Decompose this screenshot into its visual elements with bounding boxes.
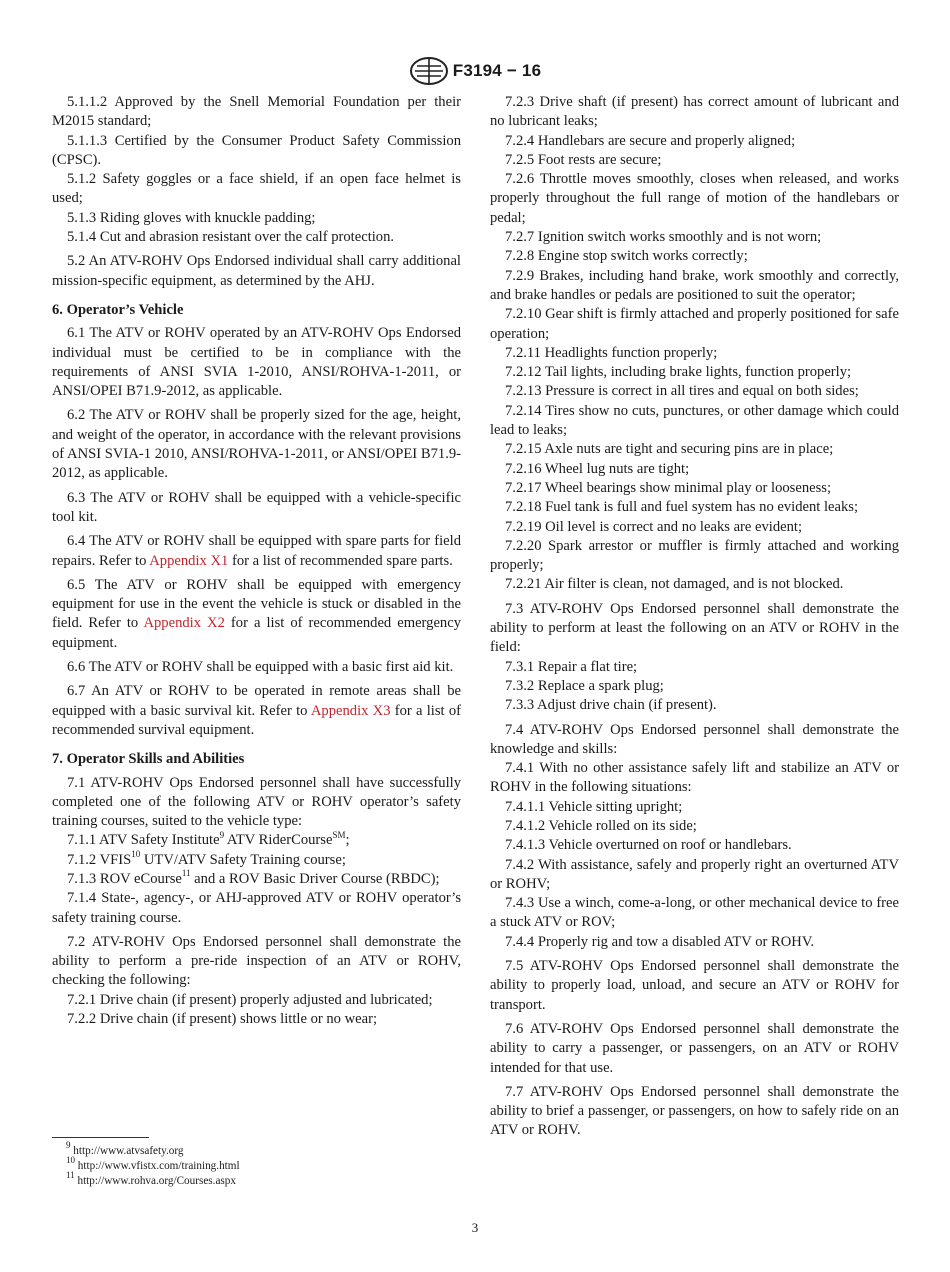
clause-7-1-4: 7.1.4 State-, agency-, or AHJ-approved ATV or ROHV operator’s safety training course. xyxy=(52,890,461,926)
clause-7-5: 7.5 ATV-ROHV Ops Endorsed personnel shall demonstrate the ability to properly load, unload, and secure an ATV or ROHV for transport. xyxy=(490,958,899,1013)
clause-7-4-3: 7.4.3 Use a winch, come-a-long, or other mechanical device to free a stuck ATV or ROV; xyxy=(490,895,899,931)
clause-7-2-21: 7.2.21 Air filter is clean, not damaged, and is not blocked. xyxy=(505,576,844,593)
designation: F3194 − 16 xyxy=(452,61,542,80)
page-number: 3 xyxy=(471,1220,479,1235)
clause-6-7: 6.7 An ATV or ROHV to be operated in remote areas shall be equipped with a basic survival kit. Refer to Appendix X3 for a list of recommended survival equipment. xyxy=(52,683,461,738)
clause-7-2-20: 7.2.20 Spark arrestor or muffler is firmly attached and working properly; xyxy=(490,537,899,574)
clause-7-2-17: 7.2.17 Wheel bearings show minimal play or looseness; xyxy=(505,479,832,496)
clause-7-2-16: 7.2.16 Wheel lug nuts are tight; xyxy=(505,460,690,477)
clause-6-3: 6.3 The ATV or ROHV shall be equipped with a vehicle-specific tool kit. xyxy=(52,489,461,525)
clause-7-1: 7.1 ATV-ROHV Ops Endorsed personnel shall have successfully completed one of the following ATV or ROHV operator’s safety training courses, suited to the vehicle type: xyxy=(52,774,461,830)
clause-7-3-2: 7.3.2 Replace a spark plug; xyxy=(505,677,664,694)
clause-6-4: 6.4 The ATV or ROHV shall be equipped with spare parts for field repairs. Refer to Appendix X1 for a list of recommended spare parts. xyxy=(52,533,461,569)
footnote-rule xyxy=(52,1137,149,1138)
clause-7-2-13: 7.2.13 Pressure is correct in all tires and equal on both sides; xyxy=(505,383,859,400)
clause-5-1-4: 5.1.4 Cut and abrasion resistant over the calf protection. xyxy=(67,229,395,246)
clause-7-2: 7.2 ATV-ROHV Ops Endorsed personnel shall demonstrate the ability to perform a pre-ride inspection of an ATV or ROHV, checking the following: xyxy=(52,933,461,989)
clause-7-6: 7.6 ATV-ROHV Ops Endorsed personnel shall demonstrate the ability to carry a passenger, or passengers, on an ATV or ROHV intended for that use. xyxy=(490,1020,899,1076)
clause-7-2-2: 7.2.2 Drive chain (if present) shows little or no wear; xyxy=(67,1011,378,1028)
page-header xyxy=(0,56,950,86)
astm-logo-icon xyxy=(409,56,449,86)
footnotes xyxy=(52,1137,461,1189)
clause-5-1-1-2: 5.1.1.2 Approved by the Snell Memorial Foundation per their M2015 standard; xyxy=(52,94,461,130)
clause-7-2-14: 7.2.14 Tires show no cuts, punctures, or other damage which could lead to leaks; xyxy=(490,402,899,439)
clause-7-2-12: 7.2.12 Tail lights, including brake lights, function properly; xyxy=(505,364,852,381)
left-column xyxy=(52,93,461,1029)
clause-7-4-1-3: 7.4.1.3 Vehicle overturned on roof or handlebars. xyxy=(505,837,792,854)
clause-7-2-1: 7.2.1 Drive chain (if present) properly adjusted and lubricated; xyxy=(67,991,433,1008)
clause-6-6: 6.6 The ATV or ROHV shall be equipped with a basic first aid kit. xyxy=(67,659,454,676)
clause-7-1-1: 7.1.1 ATV Safety Institute$^9$ ATV RiderCourse℠; xyxy=(67,829,350,849)
right-column xyxy=(490,93,899,1141)
clause-7-3-3: 7.3.3 Adjust drive chain (if present). xyxy=(505,697,717,714)
clause-5-1-1-3: 5.1.1.3 Certified by the Consumer Product Safety Commission (CPSC). xyxy=(52,132,461,168)
footnote-10: $^{10}$ http://www.vfistx.com/training.html xyxy=(66,1155,240,1172)
appendix-link[interactable]: Appendix X3 xyxy=(310,702,391,719)
clause-7-3-1: 7.3.1 Repair a flat tire; xyxy=(505,658,638,675)
clause-7-4-1: 7.4.1 With no other assistance safely lift and stabilize an ATV or ROHV in the following situations: xyxy=(490,760,899,796)
clause-7-2-4: 7.2.4 Handlebars are secure and properly aligned; xyxy=(505,132,796,149)
clause-7-4-1-2: 7.4.1.2 Vehicle rolled on its side; xyxy=(505,817,697,834)
clause-7-7: 7.7 ATV-ROHV Ops Endorsed personnel shall demonstrate the ability to brief a passenger, or passengers, on how to safely ride on an ATV or ROHV. xyxy=(490,1083,899,1139)
clause-7-2-18: 7.2.18 Fuel tank is full and fuel system has no evident leaks; xyxy=(505,499,859,516)
clause-7-2-8: 7.2.8 Engine stop switch works correctly; xyxy=(505,248,748,265)
section-heading: 7. Operator Skills and Abilities xyxy=(52,751,245,768)
clause-6-2: 6.2 The ATV or ROHV shall be properly sized for the age, height, and weight of the operator, in accordance with the relevant provisions of ANSI SVIA-1 2010, ANSI/ROHVA-1-2011, or ANSI/OPEI B71.9-2012, as applicable. xyxy=(52,407,461,482)
clause-7-2-3: 7.2.3 Drive shaft (if present) has correct amount of lubricant and no lubricant leaks; xyxy=(490,94,899,130)
clause-5-1-2: 5.1.2 Safety goggles or a face shield, if an open face helmet is used; xyxy=(52,171,461,207)
appendix-link[interactable]: Appendix X1 xyxy=(149,552,229,569)
clause-7-2-5: 7.2.5 Foot rests are secure; xyxy=(505,151,662,168)
clause-7-2-6: 7.2.6 Throttle moves smoothly, closes when released, and works properly throughout the full range of motion of the handlebars or pedal; xyxy=(490,171,899,226)
clause-7-2-19: 7.2.19 Oil level is correct and no leaks are evident; xyxy=(505,518,803,535)
clause-7-2-10: 7.2.10 Gear shift is firmly attached and properly positioned for safe operation; xyxy=(490,306,899,342)
clause-6-5: 6.5 The ATV or ROHV shall be equipped with emergency equipment for use in the event the vehicle is stuck or disabled in the field. Refer to Appendix X2 for a list of recommended emergency equipment. xyxy=(52,576,461,651)
clause-6-1: 6.1 The ATV or ROHV operated by an ATV-ROHV Ops Endorsed individual must be certified to be in compliance with the requirements of ANSI SVIA 1-2010, ANSI/ROHVA-1-2011, or ANSI/OPEI B71.9-2012, as applicable. xyxy=(52,325,461,400)
footnote-11: $^{11}$ http://www.rohva.org/Courses.aspx xyxy=(66,1170,236,1187)
footnote-9: $^9$ http://www.atvsafety.org xyxy=(66,1140,184,1157)
clause-7-1-2: 7.1.2 VFIS$^{10}$ UTV/ATV Safety Training course; xyxy=(67,848,346,868)
clause-7-2-15: 7.2.15 Axle nuts are tight and securing pins are in place; xyxy=(505,441,834,458)
clause-7-4-2: 7.4.2 With assistance, safely and properly right an overturned ATV or ROHV; xyxy=(490,856,899,892)
clause-5-2: 5.2 An ATV-ROHV Ops Endorsed individual shall carry additional mission-specific equipment, as determined by the AHJ. xyxy=(52,253,461,289)
clause-7-2-11: 7.2.11 Headlights function properly; xyxy=(505,344,718,361)
clause-7-2-7: 7.2.7 Ignition switch works smoothly and is not worn; xyxy=(505,229,822,246)
clause-5-1-3: 5.1.3 Riding gloves with knuckle padding; xyxy=(67,209,316,226)
clause-7-4: 7.4 ATV-ROHV Ops Endorsed personnel shall demonstrate the knowledge and skills: xyxy=(490,721,899,757)
clause-7-3: 7.3 ATV-ROHV Ops Endorsed personnel shall demonstrate the ability to perform at least the following on an ATV or ROHV in the field: xyxy=(490,600,899,656)
section-heading: 6. Operator’s Vehicle xyxy=(52,301,184,318)
clause-7-4-4: 7.4.4 Properly rig and tow a disabled ATV or ROHV. xyxy=(505,933,815,950)
clause-7-1-3: 7.1.3 ROV eCourse$^{11}$ and a ROV Basic Driver Course (RBDC); xyxy=(67,868,440,887)
clause-7-4-1-1: 7.4.1.1 Vehicle sitting upright; xyxy=(505,798,683,815)
appendix-link[interactable]: Appendix X2 xyxy=(143,615,225,632)
clause-7-2-9: 7.2.9 Brakes, including hand brake, work smoothly and correctly, and brake handles or pedals are positioned to suit the operator; xyxy=(490,267,899,303)
